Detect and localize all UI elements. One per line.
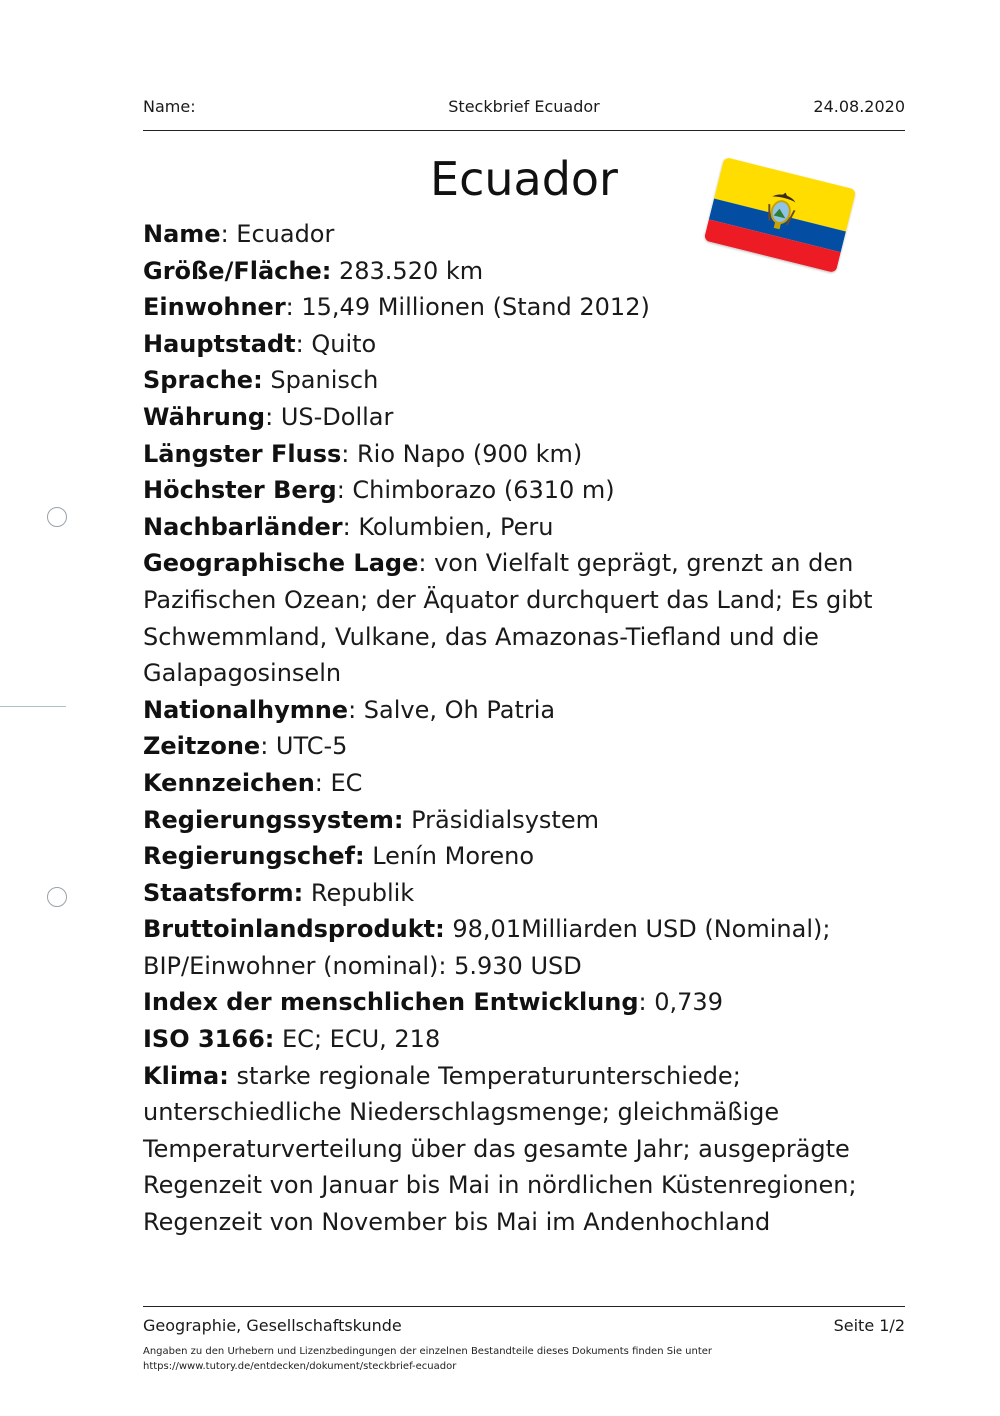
- fact-label: Größe/Fläche:: [143, 256, 332, 285]
- fact-label: Name: [143, 220, 221, 248]
- page-number: Seite 1/2: [833, 1316, 905, 1335]
- fact-item: [143, 984, 905, 1021]
- fact-item: [143, 326, 905, 363]
- fact-item: [143, 472, 905, 509]
- fact-item: [143, 765, 905, 802]
- fact-item: [143, 1058, 905, 1241]
- fact-separator: [274, 1025, 282, 1053]
- fact-label: Kennzeichen: [143, 768, 315, 797]
- fact-item: [143, 216, 905, 253]
- fact-value: Kolumbien, Peru: [358, 512, 554, 541]
- fact-label: Nationalhymne: [143, 695, 349, 724]
- license-note: [143, 1344, 905, 1374]
- fact-value: EC: [330, 768, 363, 797]
- fact-label: Bruttoinlandsprodukt:: [143, 915, 445, 944]
- fact-value: Rio Napo (900 km): [356, 439, 583, 468]
- fact-item: [143, 838, 905, 875]
- fact-value: Präsidialsystem: [411, 805, 599, 834]
- fact-separator: :: [348, 695, 364, 724]
- fact-label: Einwohner: [143, 293, 286, 322]
- fact-value: 98,01Milliarden USD (Nominal); BIP/Einwohner (nominal): 5.930 USD: [143, 915, 831, 980]
- fact-separator: :: [341, 439, 357, 468]
- document-title: Steckbrief Ecuador: [448, 97, 600, 116]
- fact-label: Zeitzone: [143, 732, 261, 761]
- fact-label: Währung: [143, 402, 266, 431]
- fact-value: US-Dollar: [280, 402, 394, 431]
- fact-separator: :: [314, 768, 331, 797]
- fact-value: 283.520 km: [338, 256, 484, 285]
- license-note-text: Angaben zu den Urhebern und Lizenzbedingungen der einzelnen Bestandteile dieses Dokuments finden Sie unter: [143, 1346, 713, 1357]
- fact-separator: [303, 879, 311, 907]
- fact-item: [143, 289, 905, 326]
- fact-value: Salve, Oh Patria: [363, 695, 556, 724]
- fact-value: Lenín Moreno: [372, 842, 535, 871]
- fact-separator: :: [336, 476, 353, 505]
- fact-value: Republik: [310, 878, 415, 907]
- fact-separator: :: [342, 512, 359, 541]
- fact-item: [143, 253, 905, 290]
- fact-item: [143, 728, 905, 765]
- document-date: 24.08.2020: [813, 97, 905, 116]
- fact-label: Regierungschef:: [143, 842, 365, 871]
- fact-item: [143, 875, 905, 912]
- fact-label: Regierungssystem:: [143, 805, 404, 834]
- fact-value: 0,739: [654, 988, 723, 1017]
- fact-item: [143, 911, 905, 984]
- fact-label: Geographische Lage: [143, 549, 419, 578]
- fact-item: [143, 802, 905, 839]
- fact-label: Höchster Berg: [143, 476, 337, 505]
- fact-label: Hauptstadt: [143, 329, 296, 358]
- fact-separator: [403, 806, 411, 834]
- fact-separator: :: [265, 402, 281, 431]
- fact-item: [143, 545, 905, 691]
- punch-hole-top: [47, 507, 67, 527]
- fact-item: [143, 1021, 905, 1058]
- page-title: Ecuador: [430, 152, 618, 206]
- page-header: [143, 96, 905, 131]
- name-label: Name:: [143, 97, 196, 116]
- fold-mark: [0, 706, 66, 707]
- fact-value: Spanisch: [270, 366, 379, 395]
- fact-label: Index der menschlichen Entwicklung: [143, 988, 639, 1017]
- page-footer: [143, 1306, 905, 1341]
- punch-hole-bottom: [47, 887, 67, 907]
- fact-label: Sprache:: [143, 366, 263, 395]
- fact-value: EC; ECU, 218: [282, 1025, 441, 1054]
- fact-item: [143, 436, 905, 473]
- fact-label: Längster Fluss: [143, 439, 342, 468]
- fact-value: UTC-5: [275, 732, 348, 761]
- fact-separator: :: [285, 293, 302, 322]
- fact-value: von Vielfalt geprägt, grenzt an den Pazifischen Ozean; der Äquator durchquert das Land; Es gibt Schwemmland, Vulkane, das Amazonas-Tiefland und die Galapagosinseln: [143, 549, 873, 688]
- fact-item: [143, 509, 905, 546]
- fact-separator: [331, 257, 339, 285]
- fact-value: Chimborazo (6310 m): [352, 476, 615, 505]
- subject-label: Geographie, Gesellschaftskunde: [143, 1316, 402, 1335]
- fact-list: [143, 216, 905, 1241]
- fact-item: [143, 692, 905, 729]
- fact-separator: [229, 1062, 237, 1090]
- fact-label: Staatsform:: [143, 878, 304, 907]
- fact-label: Klima:: [143, 1061, 229, 1090]
- fact-separator: :: [418, 549, 435, 578]
- fact-value: 15,49 Millionen (Stand 2012): [301, 293, 650, 322]
- license-note-link[interactable]: https://www.tutory.de/entdecken/dokument/steckbrief-ecuador: [143, 1361, 457, 1372]
- fact-separator: :: [638, 988, 655, 1017]
- fact-label: Nachbarländer: [143, 512, 343, 541]
- fact-label: ISO 3166:: [143, 1025, 275, 1054]
- fact-item: [143, 399, 905, 436]
- fact-separator: :: [295, 329, 312, 358]
- fact-value: Ecuador: [236, 220, 335, 248]
- fact-value: starke regionale Temperaturunterschiede; unterschiedliche Niederschlagsmenge; gleichmäßige Temperaturverteilung über das gesamte Jahr; ausgeprägte Regenzeit von Januar bis Mai in nördlichen Küstenregionen; Regenzeit von November bis Mai im Andenhochland: [143, 1061, 857, 1237]
- fact-separator: :: [220, 220, 237, 248]
- fact-item: [143, 362, 905, 399]
- fact-value: Quito: [311, 329, 377, 358]
- fact-separator: :: [260, 732, 276, 761]
